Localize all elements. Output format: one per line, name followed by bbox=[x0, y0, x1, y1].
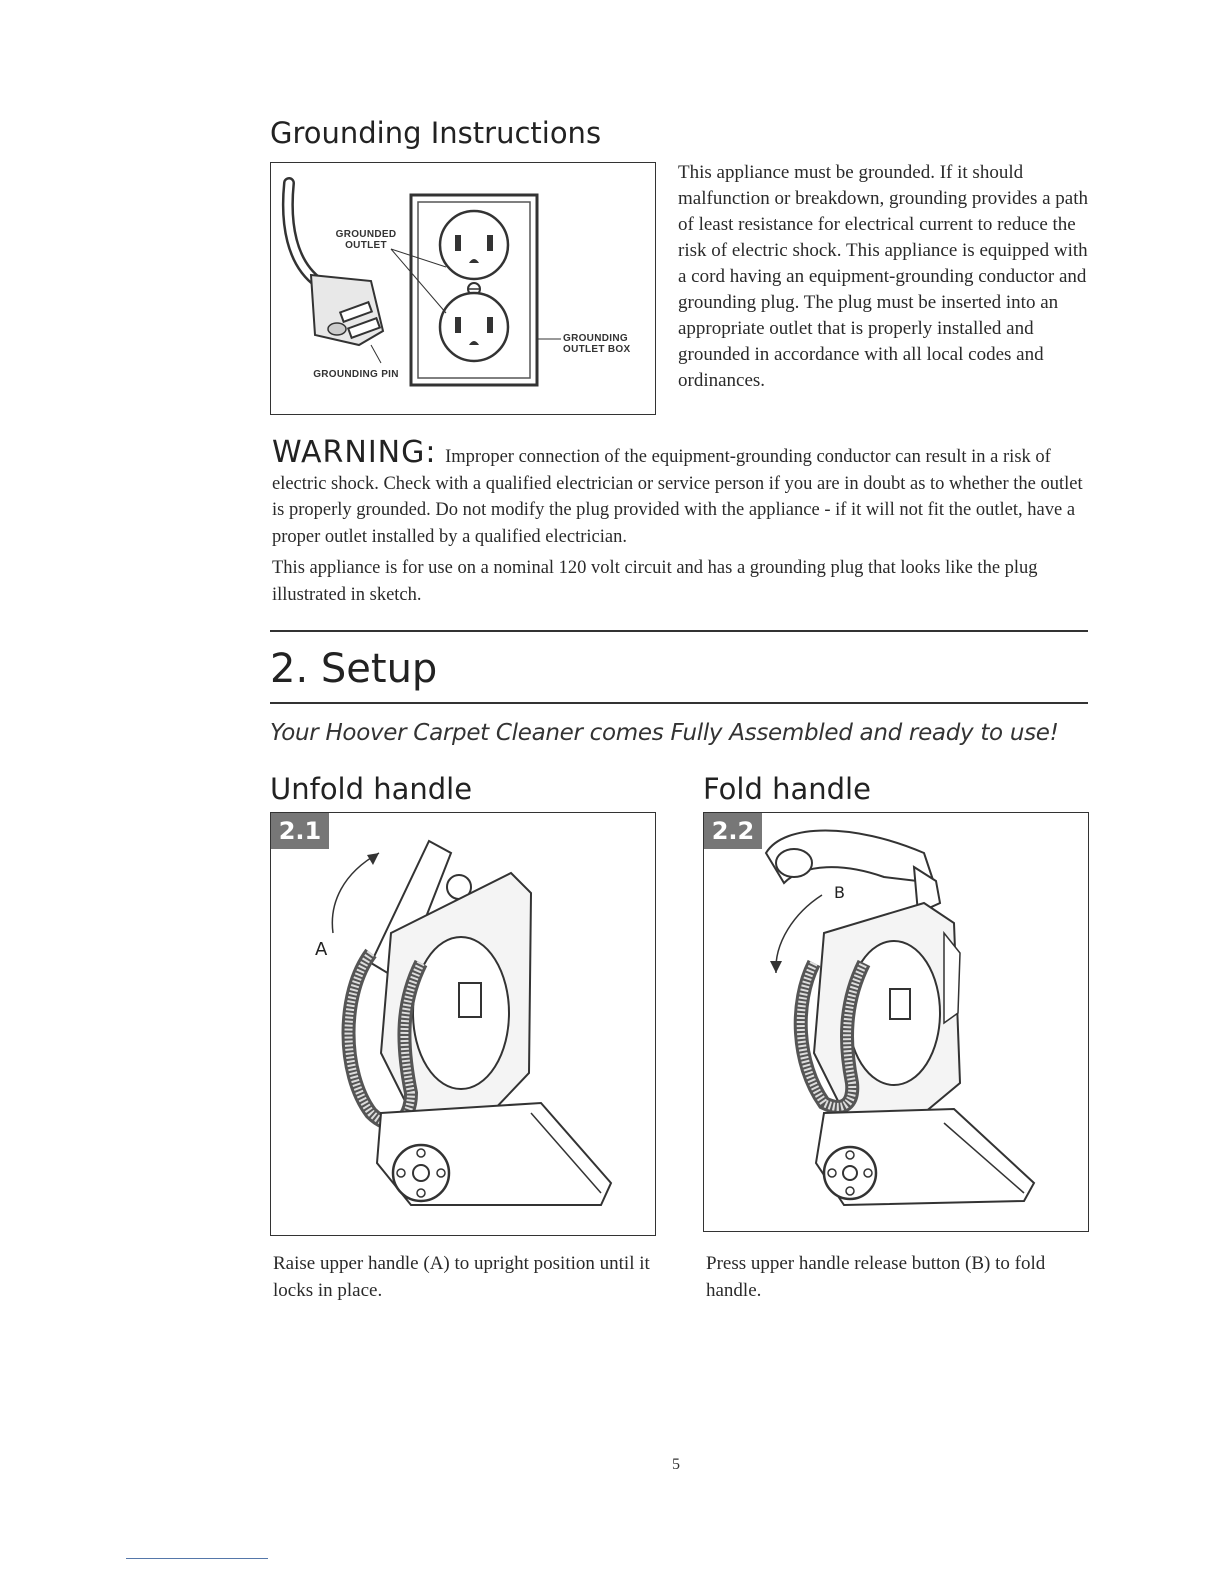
bottom-divider bbox=[270, 702, 1088, 704]
fold-caption: Press upper handle release button (B) to fold handle. bbox=[706, 1253, 1046, 1301]
fold-figure bbox=[703, 812, 1089, 1232]
unfold-caption: Raise upper handle (A) to upright position until it locks in place. bbox=[273, 1253, 650, 1301]
label-a: A bbox=[315, 939, 328, 960]
grounding-figure bbox=[270, 162, 656, 415]
grounding-title: Grounding Instructions bbox=[270, 116, 602, 150]
grounding-body: This appliance must be grounded. If it should malfunction or breakdown, grounding provides a path of least resistance for electrical current to reduce the risk of electric shock. This appliance is equipped with a cord having an equipment-grounding conductor and grounding plug. The plug must be inserted into an appropriate outlet that is properly installed and grounded in accordance with all local codes and ordinances. bbox=[678, 162, 1088, 391]
warning-label: WARNING: bbox=[272, 435, 437, 470]
warning-note: This appliance is for use on a nominal 120 volt circuit and has a grounding plug that looks like the plug illustrated in sketch. bbox=[272, 558, 1038, 605]
unfold-figure bbox=[270, 812, 656, 1236]
fold-handle-illustration bbox=[704, 813, 1087, 1230]
unfold-handle-illustration bbox=[271, 813, 654, 1234]
warning-block bbox=[272, 435, 1084, 609]
grounded-outlet-label: GROUNDED OUTLET bbox=[335, 229, 397, 251]
warning-paragraph bbox=[272, 435, 1084, 550]
footer-line bbox=[126, 1558, 268, 1559]
top-divider bbox=[270, 630, 1088, 632]
warning-text: Improper connection of the equipment-grounding conductor can result in a risk of electric shock. Check with a qualified electrician or service person if you are in doubt as to whether the outlet is properly grounded. Do not modify the plug provided with the appliance - if it will not fit the outlet, have a proper outlet installed by a qualified electrician. bbox=[272, 447, 1083, 547]
step-badge-2-1: 2.1 bbox=[271, 813, 329, 849]
grounding-outlet-box-label: GROUNDING OUTLET BOX bbox=[563, 333, 631, 355]
fold-heading: Fold handle bbox=[703, 772, 871, 806]
unfold-heading: Unfold handle bbox=[270, 772, 473, 806]
grounding-pin-label: GROUNDING PIN bbox=[313, 369, 399, 380]
setup-subtitle: Your Hoover Carpet Cleaner comes Fully Assembled and ready to use! bbox=[270, 720, 1059, 746]
page-number: 5 bbox=[672, 1456, 680, 1473]
step-badge-2-2: 2.2 bbox=[704, 813, 762, 849]
label-b: B bbox=[834, 883, 845, 902]
setup-title: 2. Setup bbox=[270, 646, 438, 692]
